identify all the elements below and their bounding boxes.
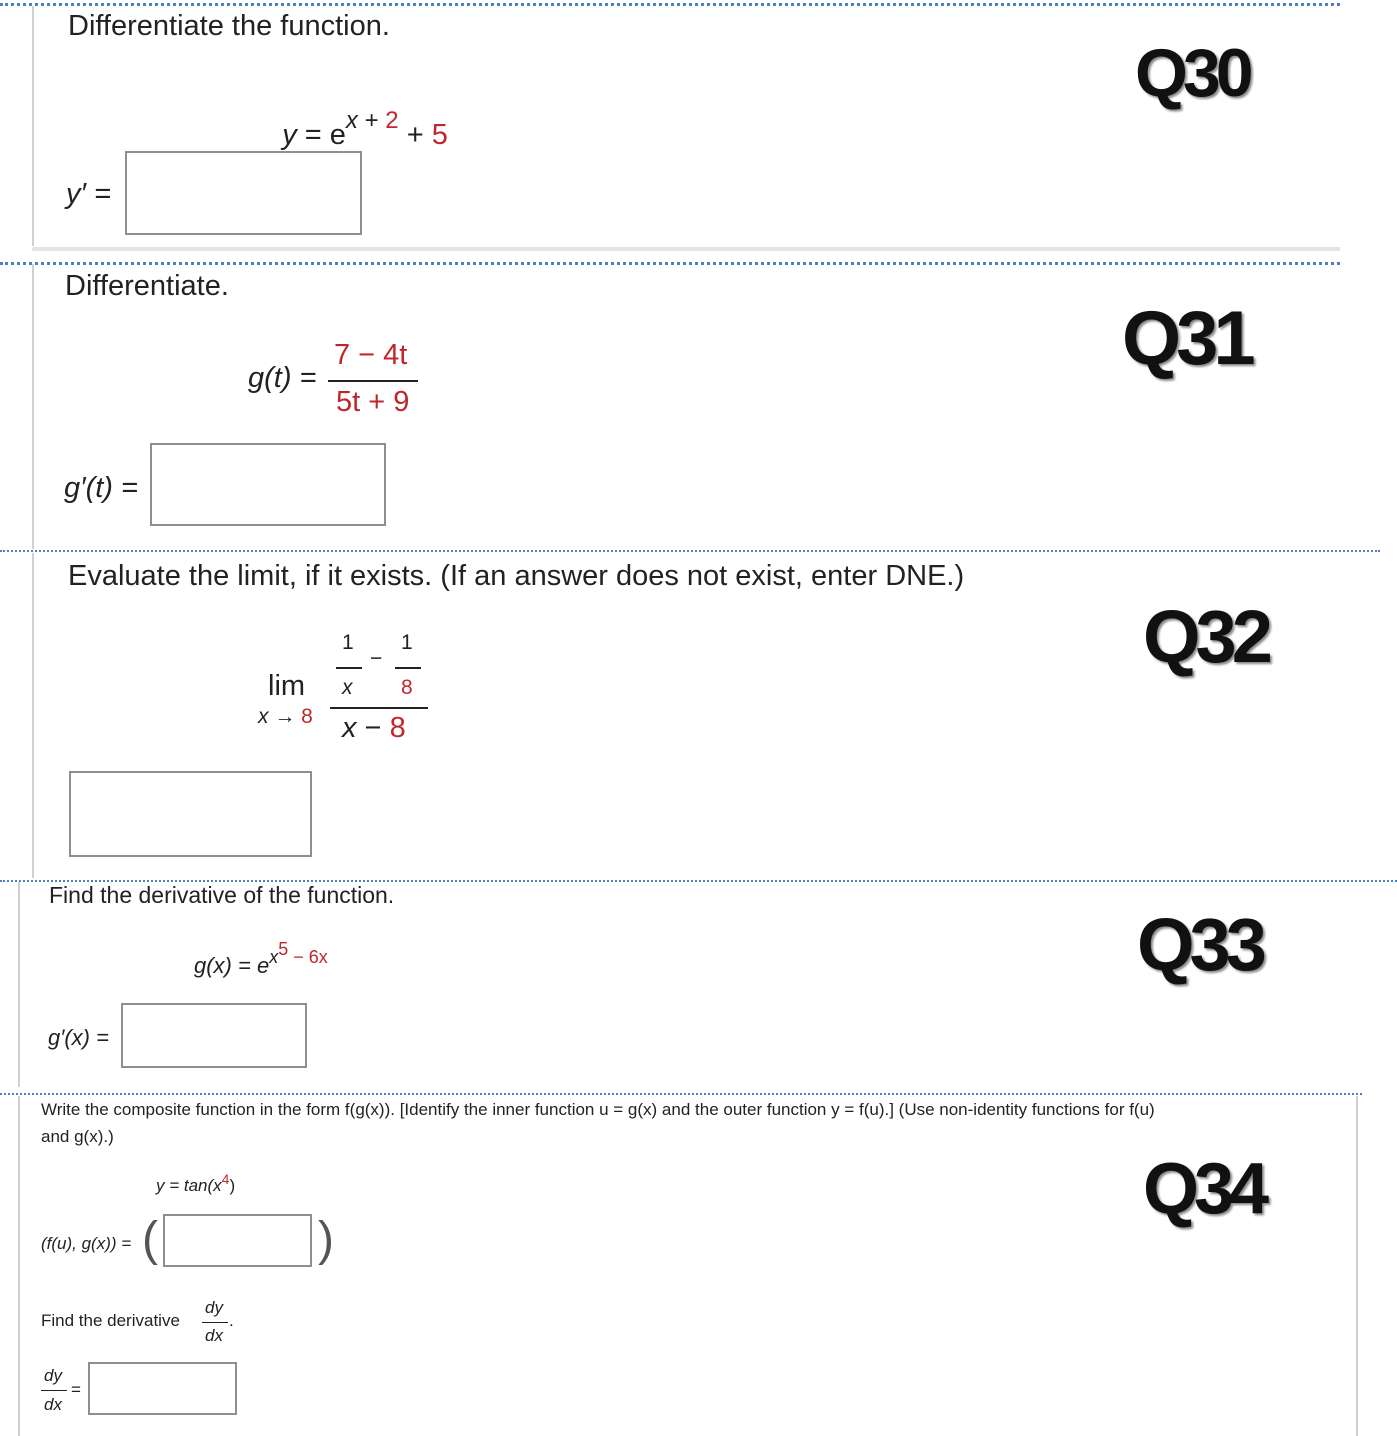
q34-equation [156, 1171, 236, 1196]
q34-answer-input[interactable] [88, 1362, 237, 1415]
q33-lhs: g(x) = e [194, 953, 270, 978]
q30-eq-y: y [282, 119, 297, 151]
separator-top [0, 3, 1340, 6]
q34-answer-bar [41, 1390, 67, 1391]
q31-lhs: g(t) = [248, 362, 317, 394]
q34-instruction-line1: Write the composite function in the form f(g(x)). [Identify the inner function u = g(x) and the outer function y = f(u).] (Use non-identity functions for f(u) [41, 1100, 1155, 1119]
q33-exp-x: x [269, 947, 279, 967]
q32-inner-bar-b [395, 667, 421, 669]
q34-find-text: Find the derivative [41, 1311, 180, 1330]
q30-eq-plus: + [398, 119, 432, 151]
q33-instruction: Find the derivative of the function. [49, 882, 395, 908]
q34-eq: y = tan(x [156, 1176, 222, 1195]
q34-find-period: . [229, 1311, 234, 1330]
q32-inner-minus: − [370, 647, 383, 670]
q30-label: Q30 [1135, 35, 1249, 111]
q34-label: Q34 [1143, 1149, 1265, 1229]
q30-instruction: Differentiate the function. [68, 10, 390, 42]
q34-instruction-line2: and g(x).) [41, 1127, 114, 1146]
q34-find-dy: dy [205, 1298, 223, 1317]
q33-exp-5: 5 [278, 939, 289, 959]
q33-answer-input[interactable] [121, 1003, 307, 1068]
q30-answer-label: y′ = [66, 178, 111, 210]
q31-numerator: 7 − 4t [334, 339, 408, 371]
q30-bottom-rule [32, 247, 1340, 251]
q34-pair-label: (f(u), g(x)) = [41, 1234, 132, 1253]
q33-answer-label: g′(x) = [48, 1025, 109, 1050]
q34-find-dx: dx [205, 1326, 223, 1345]
q34-answer-dy: dy [44, 1366, 62, 1385]
q32-label: Q32 [1143, 595, 1268, 678]
q34-eq-exp: 4 [221, 1171, 230, 1187]
q32-denominator [342, 712, 406, 745]
q31-fraction-bar [328, 380, 418, 382]
q31-answer-input[interactable] [150, 443, 386, 526]
q30-eq-equals-e: = e [296, 119, 346, 151]
q32-lim: lim [268, 670, 306, 702]
q32-inner-x: x [342, 676, 353, 699]
q31-answer-label: g′(t) = [64, 472, 138, 504]
q34-right-rule [1356, 1096, 1358, 1436]
q32-den-minus: − [356, 712, 390, 744]
q30-eq-exp-2: 2 [385, 107, 399, 134]
q32-inner-bar-a [336, 667, 362, 669]
q30-eq-5: 5 [431, 119, 448, 151]
q30-eq-exp-x: x [345, 107, 358, 134]
q34-paren-close: ) [318, 1213, 334, 1266]
q32-lim-subscript [258, 705, 313, 729]
q32-main-bar [330, 707, 428, 709]
q32-inner-1a: 1 [342, 631, 354, 654]
q32-instruction: Evaluate the limit, if it exists. (If an answer does not exist, enter DNE.) [68, 560, 965, 592]
q34-eq-close: ) [229, 1176, 236, 1195]
q34-pair-input[interactable] [163, 1214, 312, 1267]
q31-instruction: Differentiate. [65, 270, 229, 302]
q34-paren-open: ( [142, 1213, 158, 1266]
q31-denominator: 5t + 9 [336, 386, 410, 418]
q33-exp-rest: − 6x [288, 947, 328, 967]
q32-inner-1b: 1 [401, 631, 413, 654]
q32-den-x: x [342, 712, 357, 744]
q30-left-rule [32, 6, 34, 246]
separator-q31 [0, 262, 1340, 265]
q32-sub-x: x [258, 705, 269, 728]
q32-den-8: 8 [389, 712, 406, 744]
q31-label: Q31 [1122, 296, 1251, 381]
q33-equation [194, 939, 328, 979]
separator-q32 [0, 550, 1380, 552]
q34-find-bar [202, 1322, 228, 1323]
q33-left-rule [18, 882, 20, 1087]
q34-left-rule [18, 1096, 20, 1436]
q30-answer-input[interactable] [125, 151, 362, 235]
q33-label: Q33 [1137, 903, 1262, 986]
q32-sub-arrow: → [268, 705, 302, 728]
q32-sub-8: 8 [301, 705, 313, 728]
q32-answer-input[interactable] [69, 771, 312, 857]
q32-inner-8: 8 [401, 676, 413, 699]
q34-answer-equals: = [71, 1380, 81, 1399]
separator-q34 [0, 1093, 1362, 1095]
q32-left-rule [32, 553, 34, 878]
q34-answer-dx: dx [44, 1395, 62, 1414]
q31-left-rule [32, 264, 34, 549]
q30-eq-exp-plus: + [357, 107, 386, 134]
